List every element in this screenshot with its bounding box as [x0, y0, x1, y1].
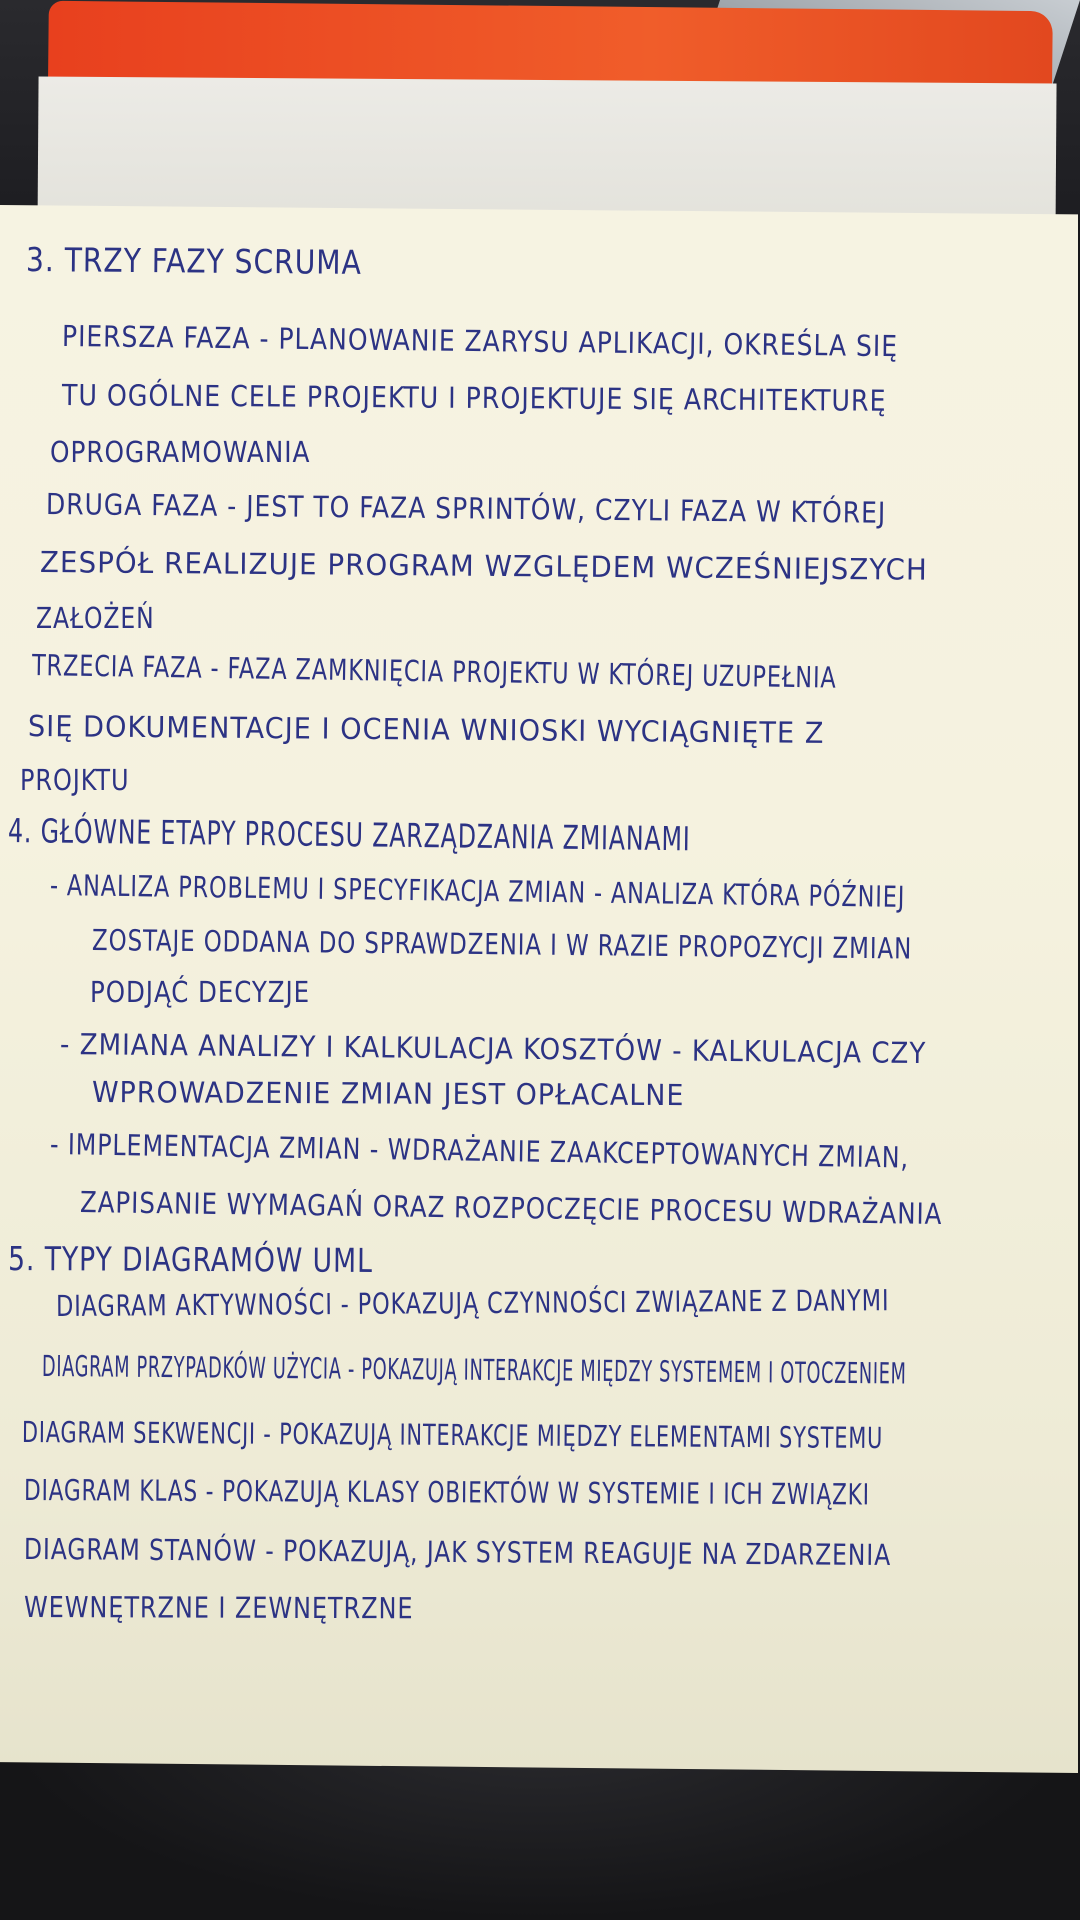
note-line: DIAGRAM PRZYPADKÓW UŻYCIA - POKAZUJĄ INTERAKCJE MIĘDZY SYSTEMEM I OTOCZENIEM	[41, 1349, 907, 1391]
note-line: WPROWADZENIE ZMIAN JEST OPŁACALNE	[91, 1075, 685, 1113]
note-line: WEWNĘTRZNE I ZEWNĘTRZNE	[23, 1590, 414, 1626]
note-line: DIAGRAM KLAS - POKAZUJĄ KLASY OBIEKTÓW W SYSTEMIE I ICH ZWIĄZKI	[23, 1473, 871, 1512]
note-line: DIAGRAM STANÓW - POKAZUJĄ, JAK SYSTEM REAGUJE NA ZDARZENIA	[23, 1532, 892, 1573]
note-line: - IMPLEMENTACJA ZMIAN - WDRAŻANIE ZAAKCEPTOWANYCH ZMIAN,	[49, 1127, 910, 1175]
section-heading: 4. GŁÓWNE ETAPY PROCESU ZARZĄDZANIA ZMIANAMI	[7, 811, 691, 859]
note-line: - ANALIZA PROBLEMU I SPECYFIKACJA ZMIAN - ANALIZA KTÓRA PÓŹNIEJ	[49, 868, 906, 914]
note-line: ZAPISANIE WYMAGAŃ ORAZ ROZPOCZĘCIE PROCESU WDRAŻANIA	[79, 1185, 943, 1232]
note-line: ZESPÓŁ REALIZUJE PROGRAM WZGLĘDEM WCZEŚNIEJSZYCH	[39, 545, 929, 587]
note-line: OPROGRAMOWANIA	[50, 435, 311, 469]
note-line: SIĘ DOKUMENTACJE I OCENIA WNIOSKI WYCIĄGNIĘTE Z	[27, 709, 825, 750]
note-line: PROJKTU	[20, 763, 130, 797]
section-heading: 3. TRZY FAZY SCRUMA	[25, 240, 362, 282]
note-line: PIERSZA FAZA - PLANOWANIE ZARYSU APLIKACJI, OKREŚLA SIĘ	[61, 319, 899, 364]
note-line: ZAŁOŻEŃ	[36, 601, 155, 635]
note-line: TRZECIA FAZA - FAZA ZAMKNIĘCIA PROJEKTU W KTÓREJ UZUPEŁNIA	[31, 648, 837, 695]
note-line: PODJĄĆ DECYZJE	[90, 975, 311, 1009]
note-line: - ZMIANA ANALIZY I KALKULACJA KOSZTÓW - KALKULACJA CZY	[59, 1027, 927, 1071]
note-line: DIAGRAM AKTYWNOŚCI - POKAZUJĄ CZYNNOŚCI ZWIĄZANE Z DANYMI	[55, 1283, 890, 1323]
note-line: DIAGRAM SEKWENCJI - POKAZUJĄ INTERAKCJE MIĘDZY ELEMENTAMI SYSTEMU	[21, 1415, 884, 1456]
handwritten-notes	[0, 205, 1080, 1705]
note-line: DRUGA FAZA - JEST TO FAZA SPRINTÓW, CZYLI FAZA W KTÓREJ	[45, 487, 887, 530]
section-heading: 5. TYPY DIAGRAMÓW UML	[7, 1239, 373, 1280]
note-line: TU OGÓLNE CELE PROJEKTU I PROJEKTUJE SIĘ ARCHITEKTURĘ	[61, 378, 887, 418]
note-line: ZOSTAJE ODDANA DO SPRAWDZENIA I W RAZIE PROPOZYCJI ZMIAN	[91, 923, 913, 966]
